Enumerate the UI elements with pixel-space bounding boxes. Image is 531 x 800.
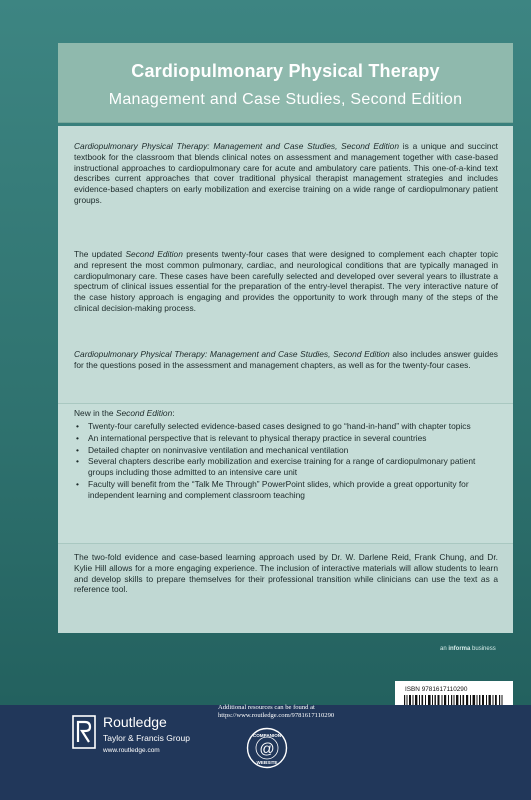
informa-tagline: an informa business — [440, 646, 496, 652]
paragraph-1-text: is a unique and succinct textbook for the classroom that blends clinical notes on assessment and management together with case-based instructional approaches to cardiopulmonary care for acute and ambulatory care patients. This one-of-a-kind text describes current approaches that cover traditional physical therapist management strategies and includes evidence-based chapters on early mobilization and exercise training on a wide range of cardiopulmonary patient groups. — [74, 141, 498, 205]
bullet-icon: • — [76, 456, 79, 467]
bullet-icon: • — [76, 444, 79, 455]
publisher-group: Taylor & Francis Group — [103, 733, 190, 743]
companion-website-badge-icon — [246, 727, 288, 769]
list-item: • Twenty-four carefully selected evidence-based cases designed to go “hand-in-hand” with chapter topics — [76, 421, 471, 431]
list-item: • Faculty will benefit from the “Talk Me Through” PowerPoint slides, which provide a great opportunity for independent learning and complement classroom teaching — [76, 478, 469, 500]
list-item: • Detailed chapter on noninvasive ventilation and mechanical ventilation — [76, 444, 349, 455]
description-paragraph-3 — [74, 349, 498, 371]
resources-url[interactable]: https://www.routledge.com/9781617110290 — [218, 712, 335, 720]
new-edition-heading: New in the Second Edition: — [74, 408, 175, 418]
book-subtitle: Management and Case Studies, Second Edition — [108, 91, 463, 108]
isbn-label: ISBN 9781617110290 — [405, 686, 468, 693]
book-title: Cardiopulmonary Physical Therapy — [131, 61, 440, 81]
book-title-italic: Cardiopulmonary Physical Therapy: Management and Case Studies, Second Edition — [74, 141, 399, 151]
title-panel — [58, 43, 513, 123]
routledge-logo-icon — [72, 715, 96, 749]
description-paragraph-2 — [74, 249, 498, 314]
badge-top-text: COMPANION — [252, 733, 282, 738]
publisher-website[interactable]: www.routledge.com — [103, 747, 160, 754]
description-paragraph-1 — [74, 141, 498, 206]
badge-bottom-text: WEBSITE — [256, 760, 278, 765]
bullet-icon: • — [76, 478, 79, 489]
bullet-icon: • — [76, 421, 79, 431]
book-title-italic: Cardiopulmonary Physical Therapy: Management and Case Studies, Second Edition — [74, 349, 390, 359]
paragraph-2-start: The updated — [74, 249, 126, 259]
closing-paragraph: The two-fold evidence and case-based learning approach used by Dr. W. Darlene Reid, Frank Chung, and Dr. Kylie Hill allows for a more engaging experience. The inclusion of interactive materials will allow students to learn and develop skills to prepare themselves for their professional transition while clinicians can use the text as a reference tool. — [74, 552, 498, 595]
badge-at-symbol: @ — [259, 740, 275, 758]
additional-resources: Additional resources can be found at https://www.routledge.com/9781617110290 — [218, 704, 348, 721]
publisher-name: Routledge — [103, 714, 167, 730]
new-edition-list — [74, 421, 498, 502]
list-item: • Several chapters describe early mobilization and exercise training for a range of cardiopulmonary patient groups including those admitted to an intensive care unit — [76, 456, 476, 478]
list-item: • An international perspective that is relevant to physical therapy practice in several countries — [76, 432, 427, 443]
paragraph-2-text: presents twenty-four cases that were designed to complement each chapter topic and represent the most common pulmonary, cardiac, and neurological conditions that are typically managed in cardiopulmonary care. These cases have been carefully selected and developed over several years to illustrate a spectrum of clinical issues essential for the preparation of the entry-level therapist. The very interactive nature of the case history approach is engaging and provides the opportunity to work through many of the steps of the clinical decision-making process. — [74, 249, 499, 313]
bullet-icon: • — [76, 432, 79, 443]
paragraph-3-text: also includes answer guides for the questions posed in the assessment and management chapters, as well as for the twenty-four cases. — [74, 349, 498, 370]
second-edition-italic: Second Edition — [125, 249, 183, 259]
